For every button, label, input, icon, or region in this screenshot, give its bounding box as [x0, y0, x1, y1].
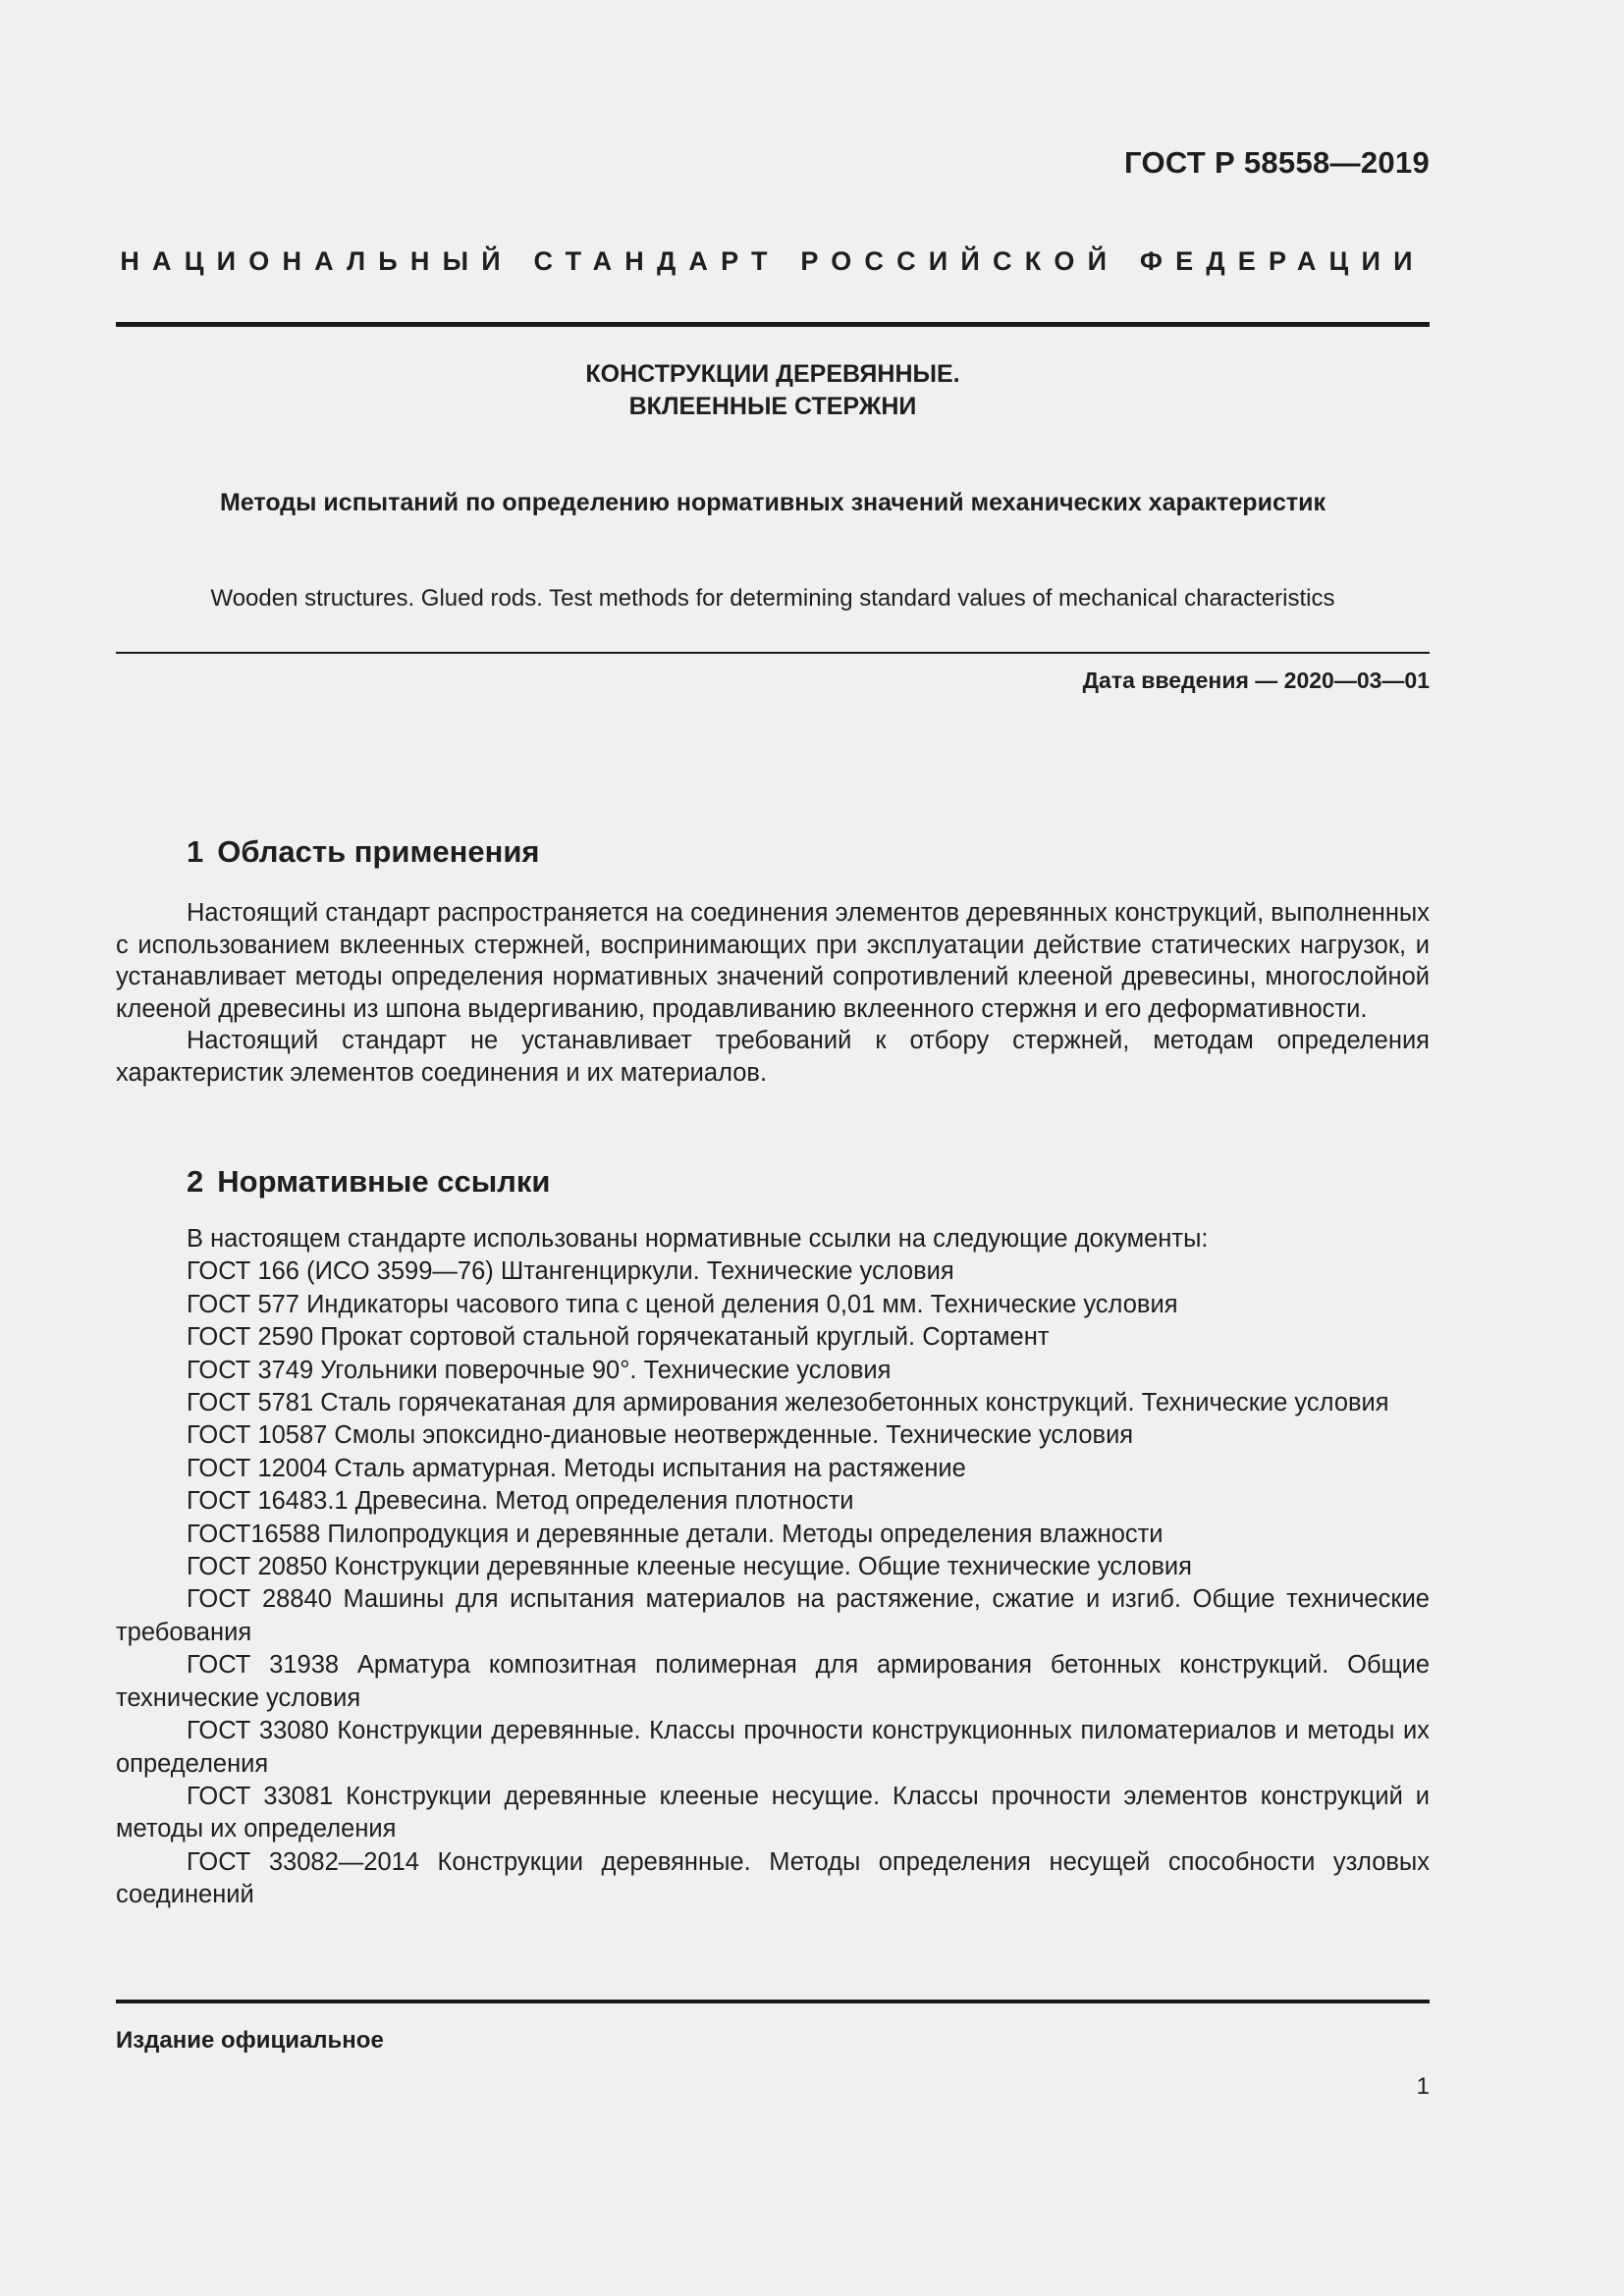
reference-item: ГОСТ 33081 Конструкции деревянные клееные несущие. Классы прочности элементов конструкций и методы их определения — [116, 1782, 1430, 1843]
english-title: Wooden structures. Glued rods. Test methods for determining standard values of mechanical characteristics — [210, 585, 1335, 612]
title-divider — [116, 652, 1430, 654]
paragraph: Настоящий стандарт распространяется на соединения элементов деревянных конструкций, выполненных с использованием вклеенных стержней, воспринимающих при эксплуатации действие статических нагрузок, и устанавливает методы определения нормативных значений сопротивлений клееной древесины, многослойной клееной древесины из шпона выдергиванию, продавливанию вклеенного стержня и его деформативности. — [116, 899, 1430, 1023]
footer-divider — [116, 2000, 1430, 2003]
document-code: ГОСТ Р 58558—2019 — [1124, 145, 1430, 180]
reference-item: ГОСТ 166 (ИСО 3599—76) Штангенциркули. Технические условия — [187, 1257, 954, 1286]
paragraph: Настоящий стандарт не устанавливает требований к отбору стержней, методам определения характеристик элементов соединения и их материалов. — [116, 1027, 1430, 1087]
reference-item: ГОСТ 31938 Арматура композитная полимерная для армирования бетонных конструкций. Общие технические условия — [116, 1651, 1430, 1712]
reference-item: ГОСТ 3749 Угольники поверочные 90°. Технические условия — [187, 1356, 892, 1384]
document-page — [116, 0, 1430, 2296]
section-1-body — [116, 897, 1430, 1089]
reference-item: ГОСТ 2590 Прокат сортовой стальной горячекатаный круглый. Сортамент — [187, 1323, 1050, 1352]
normative-references — [116, 1223, 1430, 1912]
reference-item: ГОСТ 20850 Конструкции деревянные клееные несущие. Общие технические условия — [187, 1553, 1192, 1581]
section-title: Область применения — [217, 834, 540, 869]
reference-item: ГОСТ 577 Индикаторы часового типа с ценой деления 0,01 мм. Технические условия — [187, 1290, 1178, 1318]
section-number: 2 — [187, 1164, 204, 1199]
title-line-2: ВКЛЕЕННЫЕ СТЕРЖНИ — [628, 393, 917, 420]
reference-item: ГОСТ 33082—2014 Конструкции деревянные. Методы определения несущей способности узловых соединений — [116, 1847, 1430, 1909]
document-subtitle: Методы испытаний по определению нормативных значений механических характеристик — [220, 489, 1326, 516]
reference-item: ГОСТ 16483.1 Древесина. Метод определения плотности — [187, 1487, 854, 1516]
introduction-date: Дата введения — 2020—03—01 — [1082, 667, 1430, 693]
reference-item: ГОСТ 28840 Машины для испытания материалов на растяжение, сжатие и изгиб. Общие технические требования — [116, 1585, 1430, 1646]
reference-item: ГОСТ 5781 Сталь горячекатаная для армирования железобетонных конструкций. Технические условия — [187, 1389, 1389, 1417]
document-title — [116, 358, 1430, 423]
national-standard-banner: НАЦИОНАЛЬНЫЙ СТАНДАРТ РОССИЙСКОЙ ФЕДЕРАЦИИ — [120, 246, 1426, 276]
reference-item: ГОСТ 10587 Смолы эпоксидно-диановые неотвержденные. Технические условия — [187, 1421, 1134, 1450]
reference-item: ГОСТ16588 Пилопродукция и деревянные детали. Методы определения влажности — [187, 1520, 1164, 1548]
title-line-1: КОНСТРУКЦИИ ДЕРЕВЯННЫЕ. — [585, 360, 960, 388]
header-divider — [116, 322, 1430, 327]
section-title: Нормативные ссылки — [217, 1164, 551, 1199]
references-intro: В настоящем стандарте использованы нормативные ссылки на следующие документы: — [187, 1225, 1209, 1253]
section-2-heading — [187, 1164, 550, 1200]
official-edition-label: Издание официальное — [116, 2027, 384, 2054]
reference-item: ГОСТ 33080 Конструкции деревянные. Классы прочности конструкционных пиломатериалов и методы их определения — [116, 1717, 1430, 1778]
reference-item: ГОСТ 12004 Сталь арматурная. Методы испытания на растяжение — [187, 1454, 966, 1482]
section-1-heading — [187, 834, 540, 870]
section-number: 1 — [187, 834, 204, 869]
page-number: 1 — [1416, 2073, 1430, 2100]
